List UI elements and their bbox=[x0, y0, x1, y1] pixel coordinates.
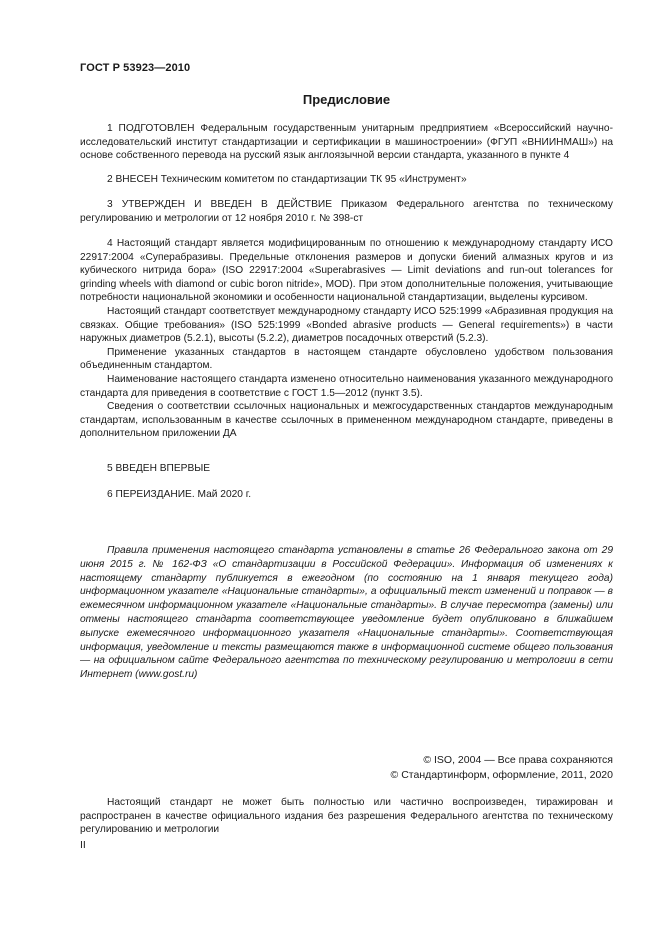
preface-item-3-text: 3 УТВЕРЖДЕН И ВВЕДЕН В ДЕЙСТВИЕ Приказом Федерального агентства по техническому регулированию и метрологии от 12 ноября 2010 г. № 398-ст bbox=[80, 199, 613, 224]
page-number: II bbox=[80, 839, 86, 851]
preface-item-2-text: 2 ВНЕСЕН Техническим комитетом по стандартизации ТК 95 «Инструмент» bbox=[107, 174, 467, 185]
preface-item-6 bbox=[80, 488, 613, 502]
preface-item-4-paragraph: Применение указанных стандартов в настоящем стандарте обусловлено удобством пользования объединенным стандартом. bbox=[80, 346, 613, 372]
preface-item-4-paragraph: Наименование настоящего стандарта изменено относительно наименования указанного международного стандарта для приведения в соответствие с ГОСТ 1.5—2012 (пункт 3.5). bbox=[80, 373, 613, 399]
preface-item-6-text: 6 ПЕРЕИЗДАНИЕ. Май 2020 г. bbox=[107, 489, 252, 500]
preface-title: Предисловие bbox=[302, 92, 391, 107]
standard-number: ГОСТ Р 53923—2010 bbox=[80, 62, 191, 74]
preface-item-4 bbox=[80, 237, 613, 441]
preface-item-2 bbox=[80, 173, 613, 187]
copyright-block bbox=[80, 753, 613, 783]
copyright-iso: © ISO, 2004 — Все права сохраняются bbox=[423, 754, 613, 766]
preface-item-4-paragraph: 4 Настоящий стандарт является модифицированным по отношению к международному стандарту ИСО 22917:2004 «Суперабразивы. Предельные отклонения размеров и допуски биений алмазных кругов и из кубического нитрида бора» (ISO 22917:2004 «Superabrasives — Limit deviations and run-out tolerances for grinding wheels with diamond or cubic boron nitride», MOD). При этом дополнительные положения, учитывающие потребности национальной экономики и особенности национальной стандартизации, выделены курсивом. bbox=[80, 238, 613, 304]
preface-item-5 bbox=[80, 462, 613, 476]
notice-text: Правила применения настоящего стандарта установлены в статье 26 Федерального закона от 29 июня 2015 г. № 162-ФЗ «О стандартизации в Российской Федерации». Информация об изменениях к настоящему стандарту публикуется в ежегодном (по состоянию на 1 января текущего года) информационном указателе «Национальные стандарты», а официальный текст изменений и поправок — в ежемесячном информационном указателе «Национальные стандарты». В случае пересмотра (замены) или отмены настоящего стандарта соответствующее уведомление будет опубликовано в ближайшем выпуске ежемесячного информационного указателя «Национальные стандарты». Соответствующая информация, уведомление и тексты размещаются также в информационной системе общего пользования — на официальном сайте Федерального агентства по техническому регулированию и метрологии в сети Интернет (www.gost.ru) bbox=[80, 545, 613, 681]
reproduction-text: Настоящий стандарт не может быть полностью или частично воспроизведен, тиражирован и распространен в качестве официального издания без разрешения Федерального агентства по техническому регулированию и метрологии bbox=[80, 797, 613, 836]
preface-item-1 bbox=[80, 122, 613, 163]
preface-item-4-paragraph: Настоящий стандарт соответствует международному стандарту ИСО 525:1999 «Абразивная продукция на связках. Общие требования» (ISO 525:1999 «Bonded abrasive products — General requirements») в части наружных диаметров (5.2.1), высоты (5.2.2), диаметров посадочных отверстий (5.2.3). bbox=[80, 305, 613, 345]
preface-item-1-text: 1 ПОДГОТОВЛЕН Федеральным государственным унитарным предприятием «Всероссийский научно-исследовательский институт стандартизации и сертификации в машиностроении» (ФГУП «ВНИИНМАШ») на основе собственного перевода на русский язык англоязычной версии стандарта, указанного в пункте 4 bbox=[80, 123, 613, 162]
reproduction-notice bbox=[80, 796, 613, 837]
standard-application-notice bbox=[80, 544, 613, 682]
preface-item-5-text: 5 ВВЕДЕН ВПЕРВЫЕ bbox=[107, 463, 211, 474]
preface-item-4-paragraph: Сведения о соответствии ссылочных национальных и межгосударственных стандартов международным стандартам, использованным в качестве ссылочных в примененном международном стандарте, приведены в дополнительном приложении ДА bbox=[80, 401, 613, 440]
preface-item-3 bbox=[80, 198, 613, 225]
copyright-standartinform: © Стандартинформ, оформление, 2011, 2020 bbox=[390, 769, 613, 781]
